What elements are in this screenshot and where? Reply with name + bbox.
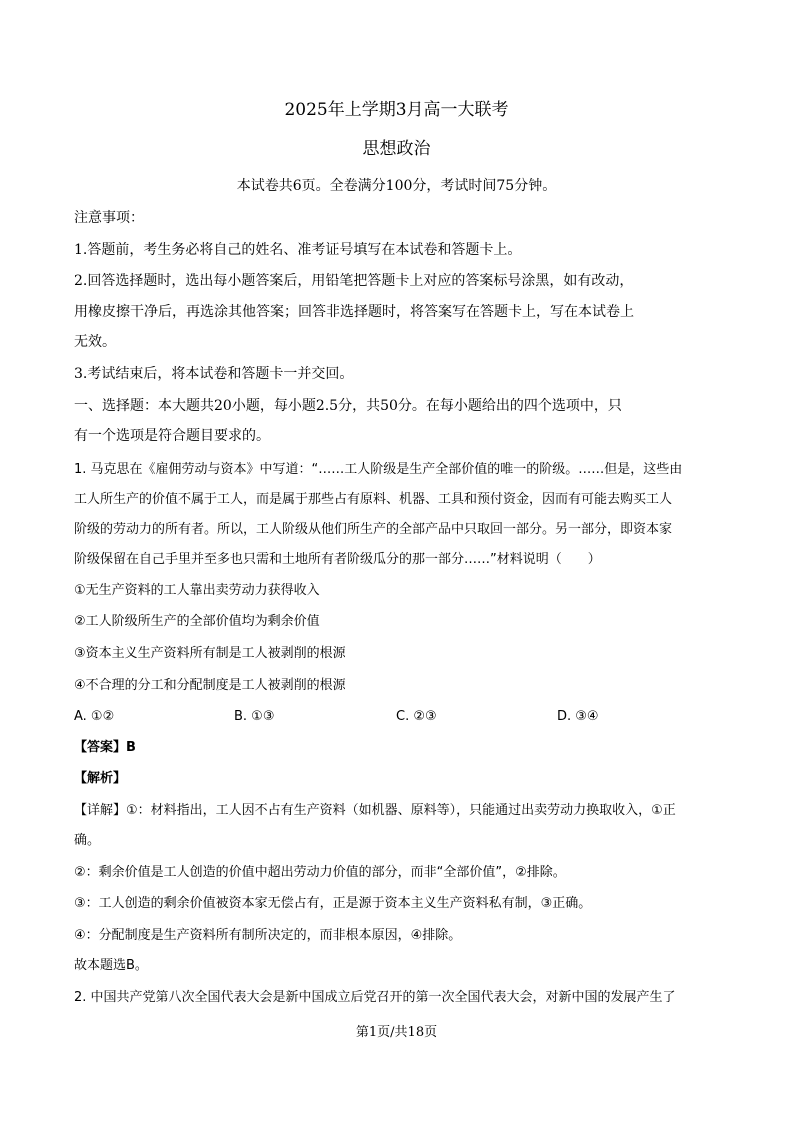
analysis-heading: 【解析】 — [74, 771, 127, 786]
page-footer: 第1页/共18页 — [355, 1025, 438, 1040]
exam-info: 本试卷共6页。全卷满分100分，考试时间75分钟。 — [236, 178, 557, 194]
subject-title: 思想政治 — [362, 139, 431, 159]
exam-title: 2025年上学期3月高一大联考 — [284, 100, 509, 120]
section-heading: 一、选择题：本大题共20小题，每小题2.5分，共50分。在每小题给出的四个选项中，只 — [74, 398, 622, 414]
statement-item: ②工人阶级所生产的全部价值均为剩余价值 — [74, 614, 320, 629]
notice-line: 3.考试结束后，将本试卷和答题卡一并交回。 — [74, 366, 354, 382]
notice-line: 2.回答选择题时，选出每小题答案后，用铅笔把答题卡上对应的答案标号涂黑，如有改动， — [74, 273, 634, 289]
statement-item: ④不合理的分工和分配制度是工人被剥削的根源 — [74, 678, 346, 693]
notice-line: 用橡皮擦干净后，再选涂其他答案；回答非选择题时，将答案写在答题卡上，写在本试卷上 — [74, 304, 634, 320]
option-a: A. ①② — [74, 709, 115, 724]
question-stem: 2. 中国共产党第八次全国代表大会是新中国成立后党召开的第一次全国代表大会，对新中国的发展产生了 — [74, 990, 676, 1005]
option-c: C. ②③ — [396, 709, 437, 724]
question-stem: 阶级的劳动力的所有者。所以，工人阶级从他们所生产的全部产品中只取回一部分。另一部分，即资本家 — [74, 522, 673, 537]
notice-line: 1.答题前，考生务必将自己的姓名、准考证号填写在本试卷和答题卡上。 — [74, 242, 522, 258]
section-heading-cont: 有一个选项是符合题目要求的。 — [74, 428, 270, 444]
analysis-line: 故本题选B。 — [74, 958, 148, 973]
notice-heading: 注意事项： — [74, 210, 144, 226]
analysis-line: ②：剩余价值是工人创造的价值中超出劳动力价值的部分，而非“全部价值”，②排除。 — [74, 865, 566, 880]
analysis-line: 确。 — [74, 833, 101, 848]
option-b: B. ①③ — [234, 709, 275, 724]
answer-label: 【答案】B — [74, 740, 136, 755]
question-stem: 阶级保留在自己手里并至多也只需和土地所有者阶级瓜分的那一部分……”材料说明（ ） — [74, 552, 601, 567]
analysis-line: ③：工人创造的剩余价值被资本家无偿占有，正是源于资本主义生产资料私有制，③正确。 — [74, 896, 592, 911]
question-stem: 工人所生产的价值不属于工人，而是属于那些占有原料、机器、工具和预付资金，因而有可能去购买工人 — [74, 492, 673, 507]
option-d: D. ③④ — [557, 709, 599, 724]
statement-item: ③资本主义生产资料所有制是工人被剥削的根源 — [74, 646, 346, 661]
analysis-line: 【详解】①：材料指出，工人因不占有生产资料（如机器、原料等），只能通过出卖劳动力换取收入，①正 — [74, 803, 676, 818]
analysis-line: ④：分配制度是生产资料所有制所决定的，而非根本原因，④排除。 — [74, 928, 462, 943]
statement-item: ①无生产资料的工人靠出卖劳动力获得收入 — [74, 583, 320, 598]
notice-line: 无效。 — [74, 334, 116, 350]
question-stem: 1. 马克思在《雇佣劳动与资本》中写道：“……工人阶级是生产全部价值的唯一的阶级。……但是，这些由 — [74, 462, 683, 477]
